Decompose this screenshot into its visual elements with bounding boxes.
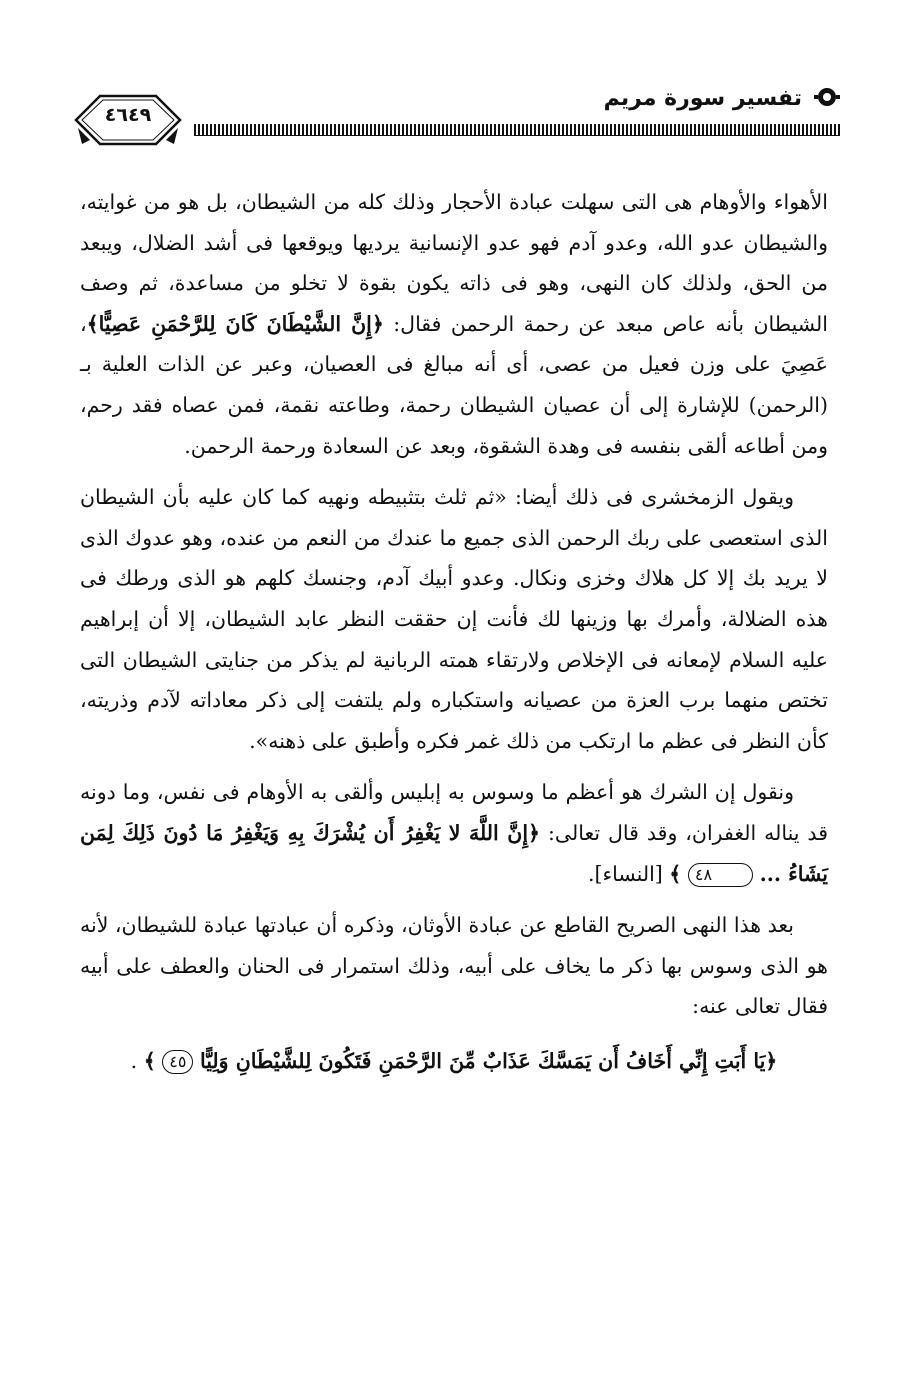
paragraph-2: ويقول الزمخشرى فى ذلك أيضا: «ثم ثلث بتثبيطه ونهيه كما كان عليه بأن الشيطان الذى استعصى على ربك الرحمن الذى جميع ما عندك من النعم من عنده، وهو عدوك الذى لا يريد بك إلا كل هلاك وخزى ونكال. وعدو أبيك آدم، وجنسك كلهم هو الذى ورطك فى هذه الضلالة، وأمرك بها وزينها لك فأنت إن حققت النظر عابد الشيطان، إلا أن إبراهيم عليه السلام لإمعانه فى الإخلاص ولارتقاء همته الربانية لم يذكر من جنايتى الشيطان التى تختص منهما برب العزة من عصيانه واستكباره ولم يلتفت إلى ذكر معاداته لآدم وذريته، كأن النظر فى عظم ما ارتكب من ذلك غمر فكره وأطبق على ذهنه». [80, 485, 828, 753]
paragraph-5 [80, 1041, 828, 1082]
quran-verse-end: ﴾ [669, 861, 682, 886]
ornament-icon [814, 86, 840, 108]
running-title: تفسير سورة مريم [603, 86, 802, 111]
text-span: ، عَصِيَ على وزن فعيل من عصى، أى أنه مبالغ فى العصيان، وعبر عن الذات العلية بـ (الرحمن) للإشارة إلى أن عصيان الشيطان رحمة، وطاعته نقمة، فمن عصاه فقد رحم، ومن أطاعه ألقى بنفسه فى وهدة الشقوة، وبعد عن السعادة ورحمة الرحمن. [80, 311, 828, 458]
ayah-number: ٤٨ [688, 863, 753, 887]
text-span: الأهواء والأوهام هى التى سهلت عبادة الأحجار وذلك كله من الشيطان، بل هو من غوايته، والشيطان عدو الله، وعدو آدم فهو عدو الإنسانية يرديها ويوقعها فى أشد الضلال، ويبعد من الحق، ولذلك كان النهى، وهو فى ذاته يكون بقوة لا تخلو من مساعدة، ثم وصف الشيطان بأنه عاص مبعد عن رحمة الرحمن فقال: [80, 190, 828, 336]
header-rule-line [194, 135, 840, 136]
ayah-number: ٤٥ [162, 1050, 193, 1074]
text-span: [النساء]. [587, 861, 670, 886]
paragraph-4: بعد هذا النهى الصريح القاطع عن عبادة الأوثان، وذكره أن عبادتها عبادة للشيطان، لأنه هو الذى وسوس بها ذكر ما يخاف على أبيه، وذلك استمرار فى الحنان والعطف على أبيه فقال تعالى عنه: [80, 913, 828, 1019]
text-span: ونقول إن الشرك هو أعظم ما وسوس به إبليس وألقى به الأوهام فى نفس، وما دونه قد يناله الغفران، وقد قال تعالى: [80, 780, 828, 845]
quran-verse-end: ﴾ [143, 1048, 156, 1073]
quran-verse: ﴿إِنَّ اللَّهَ لا يَغْفِرُ أَن يُشْرَكَ بِهِ وَيَغْفِرُ مَا دُونَ ذَلِكَ لِمَن يَشَاءُ ... [80, 820, 828, 886]
paragraph-1 [80, 182, 828, 466]
paragraph-3 [80, 772, 828, 894]
quran-verse: ﴿إِنَّ الشَّيْطَانَ كَانَ لِلرَّحْمَنِ عَصِيًّا﴾ [86, 311, 384, 336]
page-number: ٤٦٤٩ [104, 104, 152, 126]
page-header [70, 80, 840, 180]
text-span: . [130, 1048, 144, 1073]
page-number-badge [72, 92, 184, 152]
page-body [80, 182, 828, 1081]
quran-verse: ﴿يَا أَبَتِ إِنِّي أَخَافُ أَن يَمَسَّكَ عَذَابٌ مِّنَ الرَّحْمَنِ فَتَكُونَ لِلشَّيْطَانِ وَلِيًّا [199, 1048, 778, 1073]
